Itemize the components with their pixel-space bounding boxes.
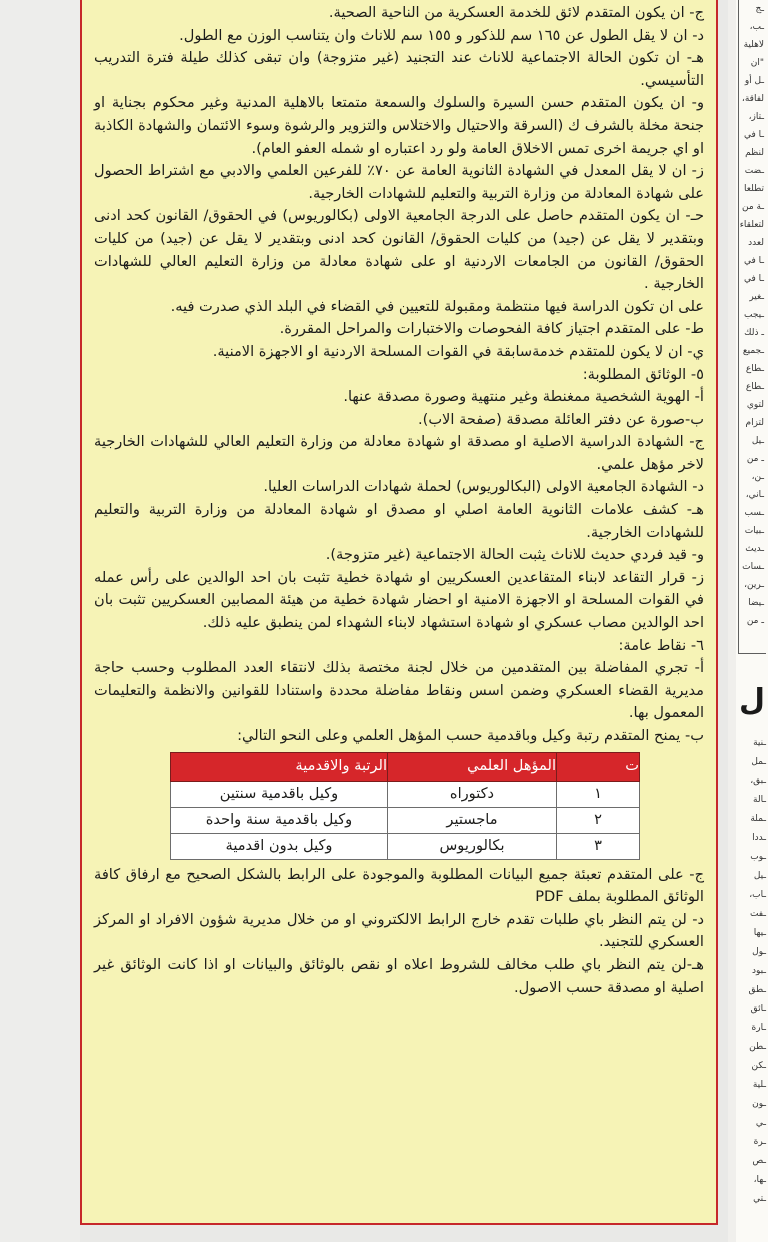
column-fragment: ـطق: [748, 985, 766, 995]
row-qualification: بكالوريوس: [388, 833, 557, 859]
paragraph: ج- الشهادة الدراسية الاصلية او مصدقة او شهادة معادلة من وزارة التعليم العالي للشهادات الخارجية لاخر مؤهل علمي.: [94, 433, 704, 473]
conditions-text: [94, 2, 704, 748]
column-fragment: ـيها: [753, 928, 766, 938]
column-fragment: ـالة: [753, 795, 766, 805]
column-fragment: ـددا: [752, 833, 766, 843]
column-fragment: ـص: [752, 1156, 766, 1166]
row-number: ٣: [557, 833, 640, 859]
column-fragment: ـطاع: [745, 382, 764, 392]
column-fragment: لعدد: [748, 238, 764, 248]
paragraph: على ان تكون الدراسة فيها منتظمة ومقبولة للتعيين في القضاء في البلد الذي صدرت فيه.: [170, 297, 704, 315]
paragraph: د- الشهادة الجامعية الاولى (البكالوريوس) لحملة شهادات الدراسات العليا.: [263, 478, 704, 496]
column-fragment: ـنية: [753, 738, 766, 748]
paragraph: أ- الهوية الشخصية ممغنطة وغير منتهية وصورة مصدقة عنها.: [343, 388, 704, 406]
row-rank: وكيل باقدمية سنتين: [171, 781, 388, 807]
paragraph: ب-صورة عن دفتر العائلة مصدقة (صفحة الاب).: [417, 410, 704, 428]
header-rank: الرتبة والاقدمية: [171, 752, 388, 781]
column-fragment: ـ من: [746, 454, 764, 464]
column-fragment: ـيجب: [744, 310, 764, 320]
column-fragment: ـطاع: [745, 364, 764, 374]
column-fragment: ـن،: [751, 472, 764, 482]
column-fragment: ـبيات: [744, 526, 764, 536]
recruitment-conditions-box: [80, 0, 718, 1225]
paragraph: ي- ان لا يكون للمتقدم خدمةسابقة في القوات المسلحة الاردنية او الاجهزة الامنية.: [212, 342, 704, 360]
column-fragment: ـائق: [750, 1004, 766, 1014]
column-fragment: ـاني،: [745, 490, 764, 500]
column-fragment: ـسب: [744, 508, 764, 518]
column-fragment: ـسات: [742, 562, 764, 572]
column-fragment: ـوب: [750, 852, 766, 862]
column-fragment: ـول: [752, 947, 766, 957]
paragraph: ط- على المتقدم اجتياز كافة الفحوصات والاختبارات والمراحل المقررة.: [279, 320, 704, 338]
column-fragment: ـفت: [749, 909, 766, 919]
column-fragment: لاهلية: [743, 40, 764, 50]
row-number: ٢: [557, 807, 640, 833]
column-fragment: لتزام: [745, 418, 764, 428]
column-fragment: ـطن: [749, 1042, 766, 1052]
column-fragment: ـرين،: [744, 580, 764, 590]
column-fragment: لنظم: [745, 148, 764, 158]
row-qualification: ماجستير: [388, 807, 557, 833]
row-rank: وكيل باقدمية سنة واحدة: [171, 807, 388, 833]
column-fragment: ـي: [755, 1118, 766, 1128]
column-fragment: ـتي: [753, 1194, 766, 1204]
column-fragment: ـبق،: [750, 776, 766, 786]
column-fragment: ـارة: [751, 1023, 766, 1033]
column-fragment: ـل أو: [744, 76, 764, 86]
row-rank: وكيل بدون اقدمية: [171, 833, 388, 859]
column-fragment: ـجميع: [742, 346, 764, 356]
paragraph: هـ- كشف علامات الثانوية العامة اصلي او مصدق او شهادة المعادلة من وزارة التربية والتعليم للشهادات الخارجية.: [94, 501, 704, 541]
column-fragment: "ان: [750, 58, 764, 68]
left-margin: [0, 0, 80, 1242]
paragraph: حـ- ان يكون المتقدم حاصل على الدرجة الجامعية الاولى (بكالوريوس) في الحقوق/ القانون كحد ادنى وبتقدير لا يقل عن (جيد) من كليات الحقوق/ القانون كحد ادنى وبتقدير لا يقل عن (جيد) من كليات الحقوق/ القانون من الجامعات الاردنية او على شهادة معادلة من وزارة التعليم العالي للشهادات الخارجية .: [94, 207, 704, 293]
paragraph: هـ-لن يتم النظر باي طلب مخالف للشروط اعلاه او نقص بالوثائق والبيانات او اذا كانت الوثائق غير اصلية او مصدقة حسب الاصول.: [94, 955, 704, 996]
paragraph: د- لن يتم النظر باي طلبات تقدم خارج الرابط الالكتروني او من خلال مديرية شؤون الافراد او المركز العسكري للتجنيد.: [94, 910, 704, 951]
adjacent-article-box: [738, 0, 766, 654]
column-fragment: ـا في: [743, 130, 764, 140]
column-fragment: ـيضا: [748, 598, 764, 608]
adjacent-heading-letter: ل: [738, 683, 765, 718]
column-fragment: ـج: [755, 4, 764, 14]
table-header-row: [171, 752, 640, 781]
column-fragment: ـديث: [745, 544, 764, 554]
paragraph: د- ان لا يقل الطول عن ١٦٥ سم للذكور و ١٥٥ سم للاناث وان يتناسب الوزن مع الطول.: [179, 26, 704, 44]
column-gutter: [728, 0, 736, 1242]
header-number: ت: [557, 752, 640, 781]
table-row: [171, 833, 640, 859]
column-fragment: ـا في: [743, 256, 764, 266]
paragraph: ٥- الوثائق المطلوبة:: [582, 365, 704, 383]
column-fragment: ـضت: [744, 166, 764, 176]
column-fragment: ـا في: [743, 274, 764, 284]
column-fragment: ـمل: [751, 757, 766, 767]
adjacent-column-fragment: [736, 0, 768, 1242]
column-fragment: ـب،: [749, 22, 764, 32]
column-fragment: ـيل: [753, 871, 766, 881]
paragraph: ب- يمنح المتقدم رتبة وكيل وباقدمية حسب المؤهل العلمي وعلى النحو التالي:: [237, 727, 704, 744]
row-number: ١: [557, 781, 640, 807]
column-fragment: تطلعا: [744, 184, 764, 194]
column-fragment: لفاقة،: [741, 94, 764, 104]
column-fragment: ـكن: [751, 1061, 766, 1071]
table-row: [171, 781, 640, 807]
table-row: [171, 807, 640, 833]
column-fragment: ـغير: [749, 292, 764, 302]
paragraph: ج- ان يكون المتقدم لائق للخدمة العسكرية من الناحية الصحية.: [328, 4, 704, 21]
column-fragment: ـاب،: [749, 890, 766, 900]
column-fragment: ـملة: [750, 814, 766, 824]
column-fragment: ـون: [752, 1099, 766, 1109]
column-fragment: ـبود: [751, 966, 766, 976]
paragraph: ز- قرار التقاعد لابناء المتقاعدين العسكريين او شهادة خطية تثبت بان احد الوالدين على رأس عمله في القوات المسلحة او الاجهزة الامنية او احضار شهادة خطية من هيئة المصابين العسكريين تثبت بان احد الوالدين مصاب عسكري او شهادة استشهاد لابناء الشهداء لمن ينطبق عليه ذلك.: [94, 568, 704, 632]
column-fragment: ـ من: [746, 616, 764, 626]
column-fragment: ـلية: [752, 1080, 766, 1090]
column-fragment: ـيل: [751, 436, 764, 446]
header-qualification: المؤهل العلمي: [388, 752, 557, 781]
paragraph: ز- ان لا يقل المعدل في الشهادة الثانوية العامة عن ٧٠٪ للفرعين العلمي والادبي مع اشتراط الحصول على شهادة المعادلة من وزارة التربية والتعليم للشهادات الخارجية.: [94, 162, 704, 202]
paragraph: و- قيد فردي حديث للاناث يثبت الحالة الاجتماعية (غير متزوجة).: [325, 546, 704, 564]
paragraph: أ- تجري المفاضلة بين المتقدمين من خلال لجنة مختصة بذلك لانتقاء العدد المطلوب وحسب حاجة مديرية القضاء العسكري وضمن اسس ونقاط مفاضلة محددة واستنادا للقوانين والانظمة والتعليمات المعمول بها.: [94, 659, 704, 722]
paragraph: ٦- نقاط عامة:: [618, 636, 704, 654]
column-fragment: ـ ذلك: [744, 328, 764, 338]
column-fragment: ـة من: [742, 202, 764, 212]
paragraph: و- ان يكون المتقدم حسن السيرة والسلوك والسمعة متمتعا بالاهلية المدنية وغير محكوم بجناية او جنحة مخلة بالشرف ك (السرقة والاحتيال والاختلاس والتزوير والرشوة وسوء الائتمان والشهادة الكاذبة او اي جريمة اخرى تمس الاخلاق العامة ولو رد اعتباره او شمله العفو العام).: [94, 94, 704, 157]
paragraph: ج- على المتقدم تعبئة جميع البيانات المطلوبة والموجودة على الرابط بالشكل الصحيح مع ارفاق كافة الوثائق المطلوبة بملف PDF: [94, 865, 704, 906]
column-fragment: ـتاز،: [748, 112, 764, 122]
rank-seniority-table: [170, 752, 640, 860]
column-fragment: لتعلقاء: [739, 220, 764, 230]
row-qualification: دكتوراه: [388, 781, 557, 807]
column-fragment: ـها،: [753, 1175, 766, 1185]
column-fragment: لتوي: [746, 400, 764, 410]
paragraph: هـ- ان تكون الحالة الاجتماعية للاناث عند التجنيد (غير متزوجة) وان تبقى كذلك طيلة فترة التدريب التأسيسي.: [94, 49, 704, 89]
column-fragment: ـرة: [753, 1137, 766, 1147]
general-notes-text: [94, 864, 704, 1000]
